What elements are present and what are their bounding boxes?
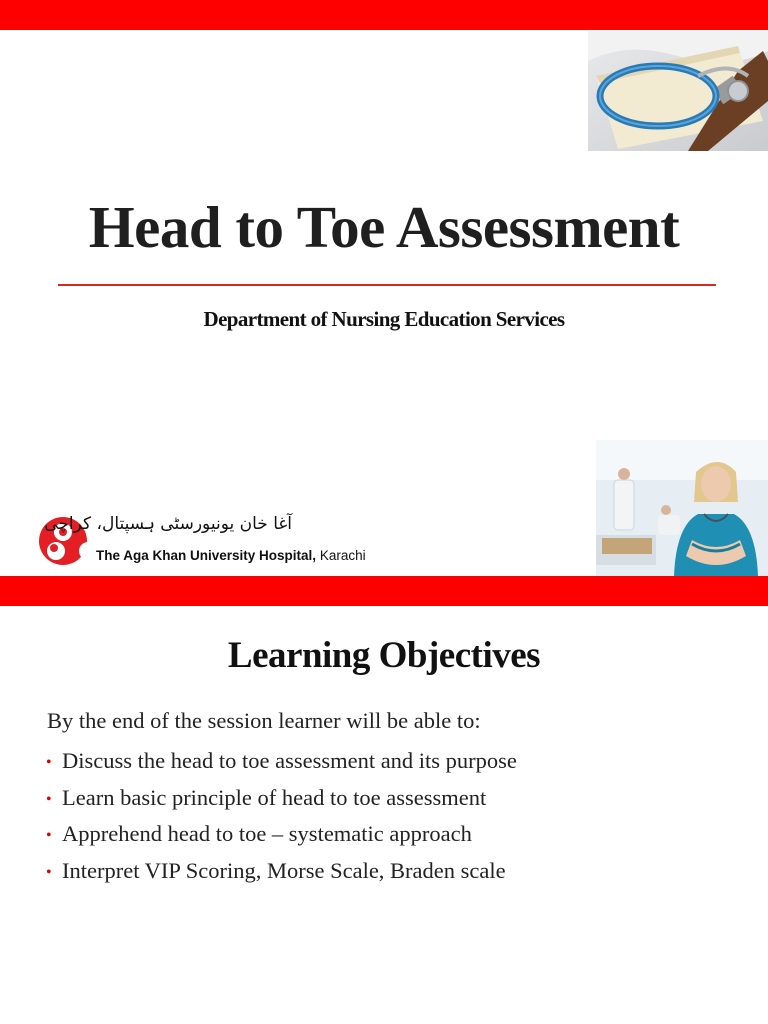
nurse-photo: [596, 440, 768, 576]
bullet-icon: •: [46, 790, 52, 808]
logo-hospital-name: The Aga Khan University Hospital,: [96, 548, 317, 563]
objectives-intro: By the end of the session learner will be able to:: [47, 708, 481, 733]
logo-city: Karachi: [319, 548, 366, 563]
bullet-icon: •: [46, 754, 52, 771]
slide-title: Head to Toe Assessment: [88, 194, 680, 260]
bullet-icon: •: [46, 827, 52, 844]
bullet-text: Apprehend head to toe – systematic approach: [62, 821, 472, 846]
list-item: [46, 782, 517, 819]
logo-urdu-text: آغا خان یونیورسٹی ہسپتال، کراچی: [44, 514, 292, 534]
objectives-list: [46, 745, 517, 891]
bullet-text: Learn basic principle of head to toe assessment: [62, 784, 487, 810]
aku-logo: [38, 512, 378, 572]
list-item: [46, 855, 517, 892]
list-item: [46, 818, 517, 855]
stethoscope-photo: [588, 31, 768, 151]
title-underline: [58, 284, 716, 286]
bullet-text: Discuss the head to toe assessment and its purpose: [62, 748, 517, 773]
bottom-red-bar: [0, 576, 768, 606]
learning-objectives-title: Learning Objectives: [227, 635, 541, 676]
department-subtitle: Department of Nursing Education Services: [203, 307, 565, 331]
logo-name: [96, 548, 366, 563]
bullet-text: Interpret VIP Scoring, Morse Scale, Braden scale: [62, 857, 506, 883]
bullet-icon: •: [46, 863, 52, 881]
top-red-bar: [0, 0, 768, 30]
list-item: [46, 745, 517, 782]
